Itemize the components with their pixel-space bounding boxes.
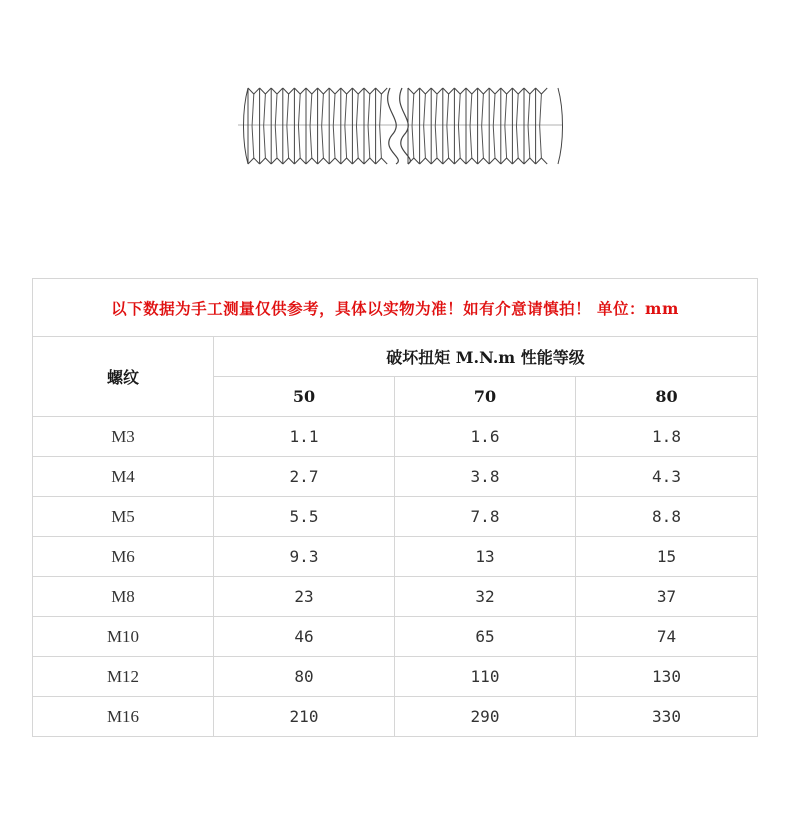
table-row (33, 497, 758, 537)
torque-value: 23 (214, 577, 395, 617)
torque-value: 330 (576, 697, 758, 737)
thread-spec: M8 (33, 577, 214, 617)
torque-value: 1.1 (214, 417, 395, 457)
torque-value: 5.5 (214, 497, 395, 537)
notice-row (33, 279, 758, 337)
thread-spec: M5 (33, 497, 214, 537)
torque-value: 4.3 (576, 457, 758, 497)
thread-spec: M3 (33, 417, 214, 457)
thread-spec: M6 (33, 537, 214, 577)
torque-value: 74 (576, 617, 758, 657)
torque-value: 3.8 (395, 457, 576, 497)
torque-value: 210 (214, 697, 395, 737)
thread-header: 螺纹 (33, 337, 214, 417)
threaded-rod-drawing (230, 80, 570, 180)
table-row (33, 657, 758, 697)
torque-value: 13 (395, 537, 576, 577)
thread-spec: M4 (33, 457, 214, 497)
grade-header-70: 70 (395, 377, 576, 417)
torque-value: 290 (395, 697, 576, 737)
torque-value: 2.7 (214, 457, 395, 497)
torque-value: 80 (214, 657, 395, 697)
torque-value: 1.8 (576, 417, 758, 457)
torque-value: 130 (576, 657, 758, 697)
torque-header: 破坏扭矩 M.N.m 性能等级 (214, 337, 758, 377)
torque-value: 65 (395, 617, 576, 657)
grade-header-50: 50 (214, 377, 395, 417)
grade-header-80: 80 (576, 377, 758, 417)
header-row-1 (33, 337, 758, 377)
notice-text: 以下数据为手工测量仅供参考，具体以实物为准！如有介意请慎拍！ 单位：mm (33, 279, 758, 337)
table-row (33, 537, 758, 577)
torque-spec-table (32, 278, 758, 737)
table-row (33, 617, 758, 657)
torque-value: 1.6 (395, 417, 576, 457)
torque-value: 37 (576, 577, 758, 617)
table-row (33, 697, 758, 737)
torque-value: 110 (395, 657, 576, 697)
thread-spec: M12 (33, 657, 214, 697)
torque-value: 32 (395, 577, 576, 617)
torque-value: 9.3 (214, 537, 395, 577)
thread-spec: M10 (33, 617, 214, 657)
table-row (33, 417, 758, 457)
torque-value: 46 (214, 617, 395, 657)
torque-value: 7.8 (395, 497, 576, 537)
table-row (33, 457, 758, 497)
torque-value: 15 (576, 537, 758, 577)
table-row (33, 577, 758, 617)
torque-value: 8.8 (576, 497, 758, 537)
thread-spec: M16 (33, 697, 214, 737)
